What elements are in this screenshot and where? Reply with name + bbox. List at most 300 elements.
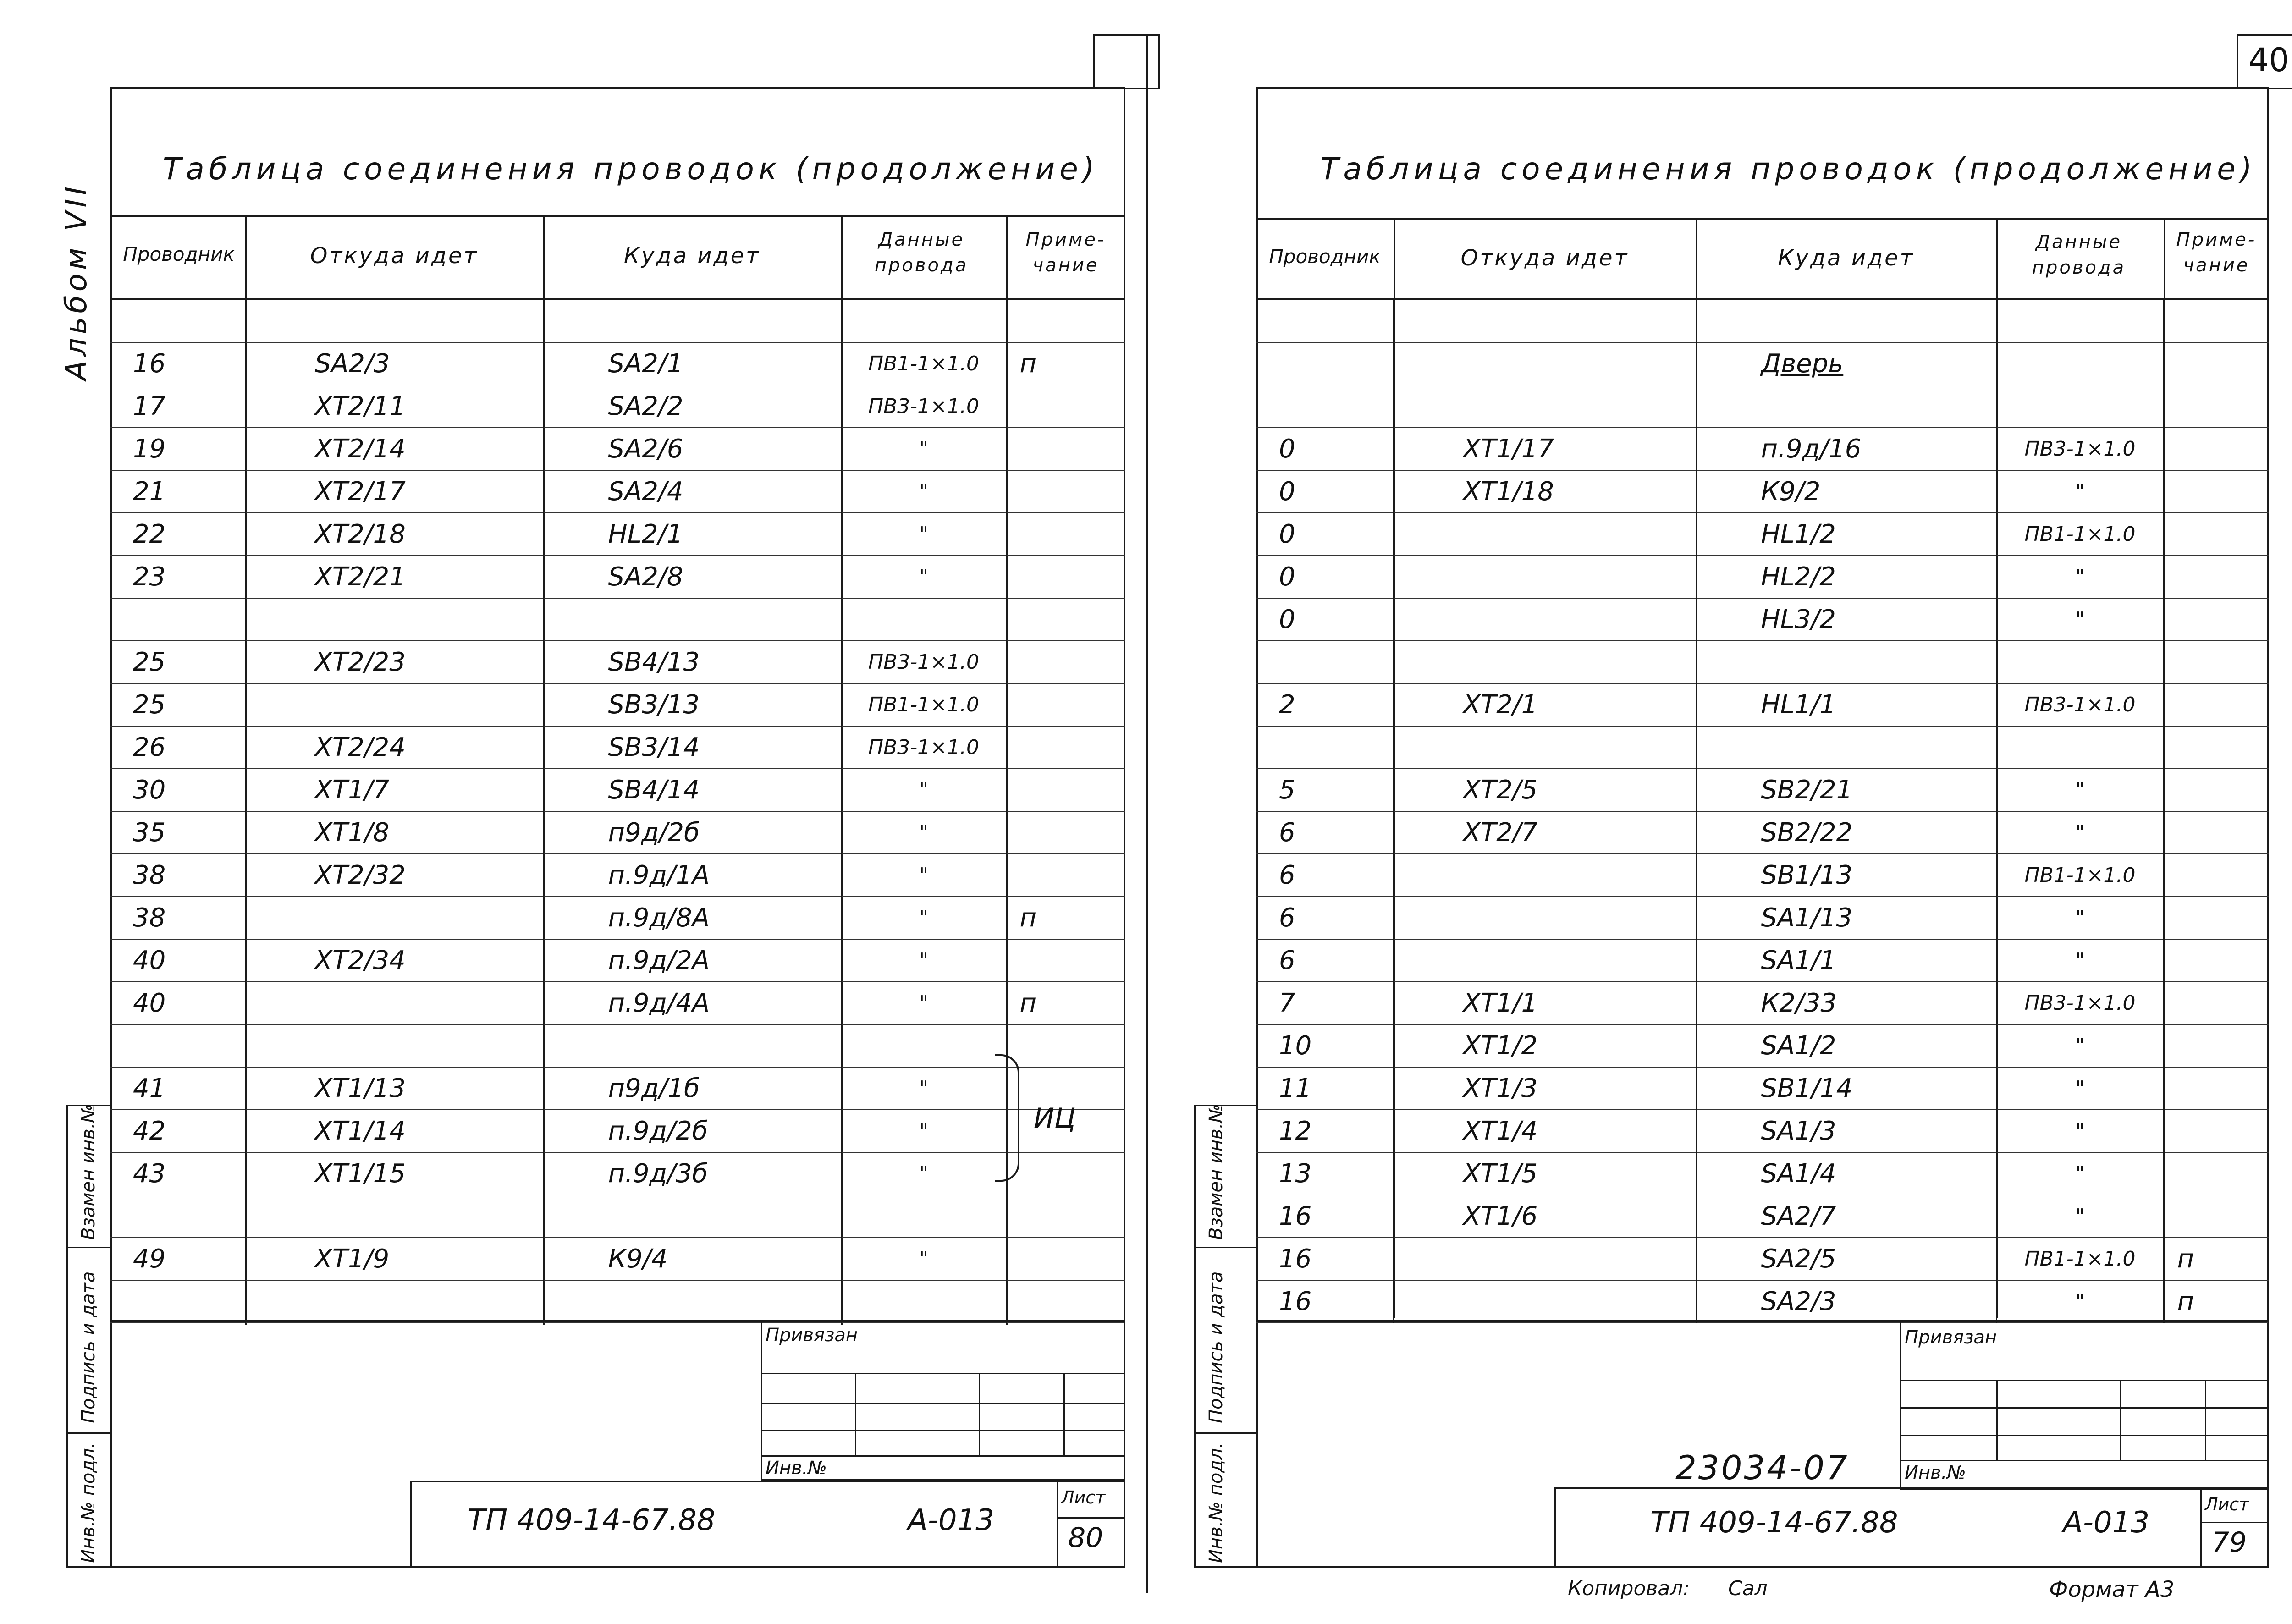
from-cell — [245, 300, 543, 342]
copied-label: Копировал: — [1568, 1577, 1690, 1600]
data-cell: " — [841, 556, 1006, 598]
sheet-number: 40 — [2248, 41, 2290, 79]
table-row — [1256, 470, 2269, 513]
left-bound-v3 — [1063, 1373, 1065, 1455]
note-cell — [2164, 811, 2269, 854]
from-cell: XT2/24 — [245, 726, 543, 769]
data-cell: " — [841, 1067, 1006, 1110]
wire-cell: 30 — [133, 775, 166, 805]
wire-cell: 16 — [1279, 1201, 1312, 1231]
wire-cell — [110, 598, 245, 641]
wire-cell: 5 — [1279, 775, 1295, 805]
wire-cell: 16 — [133, 349, 166, 379]
note-cell — [2164, 897, 2269, 939]
data-cell: " — [1996, 1195, 2164, 1238]
side-label-signature: Подпись и дата — [78, 1271, 99, 1423]
table-row — [110, 939, 1125, 982]
to-cell — [1696, 300, 1996, 342]
format-label: Формат А3 — [2049, 1577, 2175, 1602]
to-cell: SA2/3 — [1696, 1280, 1996, 1323]
table-row — [110, 1067, 1125, 1110]
wire-cell: 17 — [133, 391, 166, 421]
data-cell — [841, 1024, 1006, 1067]
data-cell: ПВ3-1×1.0 — [841, 641, 1006, 683]
wire-cell: 11 — [1279, 1073, 1312, 1103]
to-cell: п.9д/16 — [1696, 428, 1996, 470]
data-cell — [1996, 300, 2164, 342]
from-cell: XT2/21 — [245, 556, 543, 598]
data-cell — [841, 1280, 1006, 1323]
from-cell: XT2/32 — [245, 854, 543, 897]
right-side-label-replace: Взамен инв.№ — [1206, 1104, 1227, 1240]
copied-signature: Сал — [1728, 1577, 1768, 1600]
from-cell: XT1/1 — [1394, 982, 1696, 1024]
data-cell — [841, 598, 1006, 641]
wire-cell: 49 — [133, 1244, 166, 1274]
left-sheet-no: 80 — [1068, 1522, 1103, 1554]
table-row — [1256, 1195, 2269, 1238]
note-cell: п — [2164, 1280, 2269, 1323]
right-doc-code: ТП 409-14-67.88 — [1650, 1506, 1898, 1540]
note-cell — [2164, 385, 2269, 428]
right-sheet-no: 79 — [2212, 1526, 2247, 1558]
table-row — [110, 982, 1125, 1024]
note-cell — [1006, 854, 1125, 897]
to-cell: п.9д/1А — [543, 854, 841, 897]
note-cell: п — [1006, 982, 1125, 1024]
wire-cell: 40 — [133, 946, 166, 975]
from-cell: XT2/23 — [245, 641, 543, 683]
wire-cell: 41 — [133, 1073, 166, 1103]
left-col-wire: Проводник — [123, 243, 235, 265]
table-row — [110, 428, 1125, 470]
table-row — [1256, 811, 2269, 854]
to-cell: SA1/1 — [1696, 939, 1996, 982]
note-cell — [1006, 769, 1125, 811]
wire-cell: 0 — [1279, 434, 1295, 464]
data-cell: " — [1996, 470, 2164, 513]
wire-cell: 43 — [133, 1159, 166, 1189]
left-col-data: Данные провода — [874, 229, 969, 276]
data-cell: ПВ1-1×1.0 — [1996, 513, 2164, 556]
table-row — [110, 342, 1125, 385]
wire-cell: 26 — [133, 732, 166, 762]
data-cell: " — [841, 1152, 1006, 1195]
table-row — [1256, 300, 2269, 342]
to-cell — [543, 1280, 841, 1323]
wire-cell: 21 — [133, 477, 166, 506]
from-cell — [245, 683, 543, 726]
data-cell — [841, 1195, 1006, 1238]
to-cell: п.9д/3б — [543, 1152, 841, 1195]
left-bound-h1 — [761, 1373, 1125, 1374]
from-cell: XT2/34 — [245, 939, 543, 982]
from-cell: XT1/14 — [245, 1110, 543, 1152]
to-cell — [1696, 641, 1996, 683]
note-cell — [2164, 1024, 2269, 1067]
from-cell: XT1/8 — [245, 811, 543, 854]
table-row — [1256, 982, 2269, 1024]
note-cell: п — [1006, 342, 1125, 385]
to-cell: SB3/14 — [543, 726, 841, 769]
right-bound-v2 — [2120, 1380, 2121, 1460]
note-cell — [2164, 641, 2269, 683]
note-cell — [2164, 428, 2269, 470]
data-cell: " — [1996, 1280, 2164, 1323]
left-wiring-table — [110, 300, 1125, 1323]
note-cell — [1006, 1152, 1125, 1195]
table-row — [110, 726, 1125, 769]
data-cell: " — [1996, 598, 2164, 641]
table-row — [110, 1238, 1125, 1280]
note-cell — [2164, 556, 2269, 598]
wire-cell: 19 — [133, 434, 166, 464]
right-serial: 23034-07 — [1675, 1448, 1849, 1487]
from-cell: XT1/9 — [245, 1238, 543, 1280]
from-cell — [1394, 556, 1696, 598]
from-cell: XT2/14 — [245, 428, 543, 470]
left-group-brace — [995, 1054, 1019, 1182]
from-cell — [1394, 726, 1696, 769]
data-cell — [1996, 726, 2164, 769]
data-cell — [1996, 385, 2164, 428]
left-col-from: Откуда идет — [310, 243, 479, 269]
from-cell: XT2/11 — [245, 385, 543, 428]
wire-cell: 2 — [1279, 690, 1295, 720]
wire-cell — [1256, 300, 1394, 342]
wire-cell: 6 — [1279, 818, 1295, 848]
table-row — [1256, 1067, 2269, 1110]
data-cell: " — [1996, 556, 2164, 598]
data-cell: " — [1996, 1110, 2164, 1152]
wire-cell: 13 — [1279, 1159, 1312, 1189]
left-doc-code: ТП 409-14-67.88 — [468, 1503, 716, 1537]
right-col-wire: Проводник — [1269, 245, 1381, 268]
note-cell — [1006, 470, 1125, 513]
data-cell: ПВ1-1×1.0 — [1996, 1238, 2164, 1280]
data-cell: " — [841, 854, 1006, 897]
to-cell — [543, 300, 841, 342]
data-cell: " — [841, 939, 1006, 982]
table-row — [110, 1195, 1125, 1238]
note-cell — [1006, 939, 1125, 982]
left-bound-h3 — [761, 1430, 1125, 1431]
to-cell — [543, 1024, 841, 1067]
note-cell — [1006, 641, 1125, 683]
to-cell: SB1/14 — [1696, 1067, 1996, 1110]
wire-cell — [1256, 385, 1394, 428]
right-col-data: Данные провода — [2032, 231, 2126, 278]
table-row — [1256, 1280, 2269, 1323]
wire-cell — [1256, 342, 1394, 385]
table-row — [1256, 1110, 2269, 1152]
wire-cell — [110, 1195, 245, 1238]
table-row — [1256, 342, 2269, 385]
to-cell — [543, 1195, 841, 1238]
data-cell: " — [841, 1110, 1006, 1152]
data-cell: ПВ3-1×1.0 — [1996, 683, 2164, 726]
wire-cell: 7 — [1279, 988, 1295, 1018]
to-cell: HL1/2 — [1696, 513, 1996, 556]
side-label-original-inv: Инв.№ подл. — [78, 1442, 99, 1563]
data-cell: ПВ3-1×1.0 — [841, 726, 1006, 769]
right-col-to: Куда идет — [1778, 245, 1915, 271]
to-cell: К2/33 — [1696, 982, 1996, 1024]
to-cell: HL2/1 — [543, 513, 841, 556]
table-row — [1256, 598, 2269, 641]
table-row — [110, 513, 1125, 556]
wire-cell — [1256, 726, 1394, 769]
from-cell: XT1/4 — [1394, 1110, 1696, 1152]
left-inv-label: Инв.№ — [766, 1458, 827, 1479]
from-cell — [1394, 513, 1696, 556]
table-row — [110, 897, 1125, 939]
note-cell — [1006, 726, 1125, 769]
to-cell: SA2/6 — [543, 428, 841, 470]
right-header-bottom — [1256, 298, 2269, 300]
wire-cell: 0 — [1279, 477, 1295, 506]
note-cell — [1006, 385, 1125, 428]
wire-cell: 0 — [1279, 519, 1295, 549]
right-bound-h3 — [1900, 1435, 2269, 1436]
wire-cell: 42 — [133, 1116, 166, 1146]
to-cell: SB4/13 — [543, 641, 841, 683]
from-cell — [1394, 1280, 1696, 1323]
from-cell: XT1/2 — [1394, 1024, 1696, 1067]
data-cell: " — [1996, 811, 2164, 854]
right-bound-label: Привязан — [1905, 1327, 1997, 1348]
from-cell: XT2/7 — [1394, 811, 1696, 854]
from-cell — [245, 598, 543, 641]
left-fold-line — [1146, 34, 1148, 1593]
wire-cell: 16 — [1279, 1244, 1312, 1274]
note-cell — [2164, 598, 2269, 641]
to-cell: SA1/2 — [1696, 1024, 1996, 1067]
to-cell: К9/4 — [543, 1238, 841, 1280]
right-bound-h2 — [1900, 1407, 2269, 1409]
left-sheet-code: А-013 — [908, 1503, 995, 1537]
right-bound-v3 — [2205, 1380, 2206, 1460]
right-col-from: Откуда идет — [1460, 245, 1629, 271]
table-row — [1256, 641, 2269, 683]
to-cell — [1696, 385, 1996, 428]
from-cell: XT1/13 — [245, 1067, 543, 1110]
from-cell — [245, 1280, 543, 1323]
to-cell: п9д/2б — [543, 811, 841, 854]
from-cell — [1394, 1238, 1696, 1280]
note-cell — [2164, 726, 2269, 769]
table-row — [110, 470, 1125, 513]
left-title-sheet-sep — [1057, 1481, 1058, 1568]
table-row — [110, 683, 1125, 726]
to-cell: п.9д/4А — [543, 982, 841, 1024]
right-wiring-table — [1256, 300, 2269, 1323]
wire-cell — [1256, 641, 1394, 683]
to-cell: п.9д/8А — [543, 897, 841, 939]
data-cell: " — [1996, 1152, 2164, 1195]
data-cell — [1996, 342, 2164, 385]
data-cell: ПВ3-1×1.0 — [1996, 428, 2164, 470]
to-cell: К9/2 — [1696, 470, 1996, 513]
from-cell: XT1/17 — [1394, 428, 1696, 470]
right-inv-label: Инв.№ — [1905, 1462, 1966, 1483]
left-top-box — [1093, 34, 1160, 89]
right-bound-v1 — [1996, 1380, 1998, 1460]
to-cell: SA2/1 — [543, 342, 841, 385]
wire-cell: 6 — [1279, 946, 1295, 975]
from-cell: XT1/6 — [1394, 1195, 1696, 1238]
table-row — [1256, 897, 2269, 939]
table-row — [1256, 769, 2269, 811]
wire-cell: 0 — [1279, 562, 1295, 592]
to-cell: SA2/5 — [1696, 1238, 1996, 1280]
right-side-div-1 — [1194, 1247, 1258, 1248]
note-cell — [1006, 556, 1125, 598]
data-cell: " — [1996, 1067, 2164, 1110]
table-row — [1256, 513, 2269, 556]
note-cell — [1006, 300, 1125, 342]
table-row — [1256, 385, 2269, 428]
to-cell: SA2/2 — [543, 385, 841, 428]
note-cell — [1006, 811, 1125, 854]
wire-cell: 22 — [133, 519, 166, 549]
right-col-note: Приме-чание — [2176, 229, 2257, 276]
data-cell: " — [841, 513, 1006, 556]
from-cell — [1394, 300, 1696, 342]
data-cell: " — [841, 428, 1006, 470]
left-bound-h2 — [761, 1403, 1125, 1404]
wire-cell: 25 — [133, 690, 166, 720]
left-bound-label: Привязан — [766, 1325, 858, 1346]
note-cell: п — [2164, 1238, 2269, 1280]
note-cell — [1006, 1280, 1125, 1323]
wire-cell — [110, 300, 245, 342]
to-cell: SA2/8 — [543, 556, 841, 598]
data-cell: " — [841, 1238, 1006, 1280]
right-side-label-original-inv: Инв.№ подл. — [1206, 1442, 1227, 1563]
table-row — [1256, 854, 2269, 897]
note-cell — [2164, 1195, 2269, 1238]
table-row — [110, 1110, 1125, 1152]
note-cell — [2164, 1067, 2269, 1110]
data-cell — [1996, 641, 2164, 683]
from-cell — [245, 1024, 543, 1067]
from-cell: XT2/5 — [1394, 769, 1696, 811]
right-bound-h1 — [1900, 1380, 2269, 1381]
from-cell — [1394, 897, 1696, 939]
note-cell — [1006, 1238, 1125, 1280]
from-cell: XT1/3 — [1394, 1067, 1696, 1110]
left-header-top — [110, 215, 1125, 217]
right-title-sheet-sep — [2200, 1487, 2202, 1568]
wire-cell: 40 — [133, 988, 166, 1018]
data-cell: " — [1996, 897, 2164, 939]
left-sheet-label: Лист — [1061, 1487, 1106, 1508]
table-row — [110, 1280, 1125, 1323]
left-bound-h4 — [761, 1455, 1125, 1457]
table-row — [1256, 1024, 2269, 1067]
note-cell — [2164, 854, 2269, 897]
wire-cell — [110, 1280, 245, 1323]
left-col-to: Куда идет — [623, 243, 761, 269]
note-cell — [2164, 342, 2269, 385]
to-cell: п.9д/2б — [543, 1110, 841, 1152]
wire-cell: 23 — [133, 562, 166, 592]
note-cell — [2164, 982, 2269, 1024]
table-row — [110, 1024, 1125, 1067]
from-cell — [1394, 641, 1696, 683]
data-cell: " — [841, 811, 1006, 854]
to-cell — [1696, 726, 1996, 769]
to-cell: SA1/3 — [1696, 1110, 1996, 1152]
data-cell: " — [841, 769, 1006, 811]
to-cell: SB3/13 — [543, 683, 841, 726]
table-row — [1256, 683, 2269, 726]
data-cell: " — [841, 470, 1006, 513]
from-cell: XT1/15 — [245, 1152, 543, 1195]
to-cell: п9д/1б — [543, 1067, 841, 1110]
table-row — [110, 854, 1125, 897]
left-col-note: Приме-чание — [1025, 229, 1106, 276]
to-cell: SA2/7 — [1696, 1195, 1996, 1238]
table-row — [1256, 1238, 2269, 1280]
data-cell: " — [1996, 769, 2164, 811]
table-row — [110, 598, 1125, 641]
wire-cell: 0 — [1279, 605, 1295, 634]
data-cell: ПВ1-1×1.0 — [841, 342, 1006, 385]
table-row — [110, 300, 1125, 342]
note-cell — [1006, 598, 1125, 641]
right-title-sheet-h — [2200, 1522, 2269, 1523]
left-bound-v2 — [979, 1373, 980, 1455]
table-row — [110, 641, 1125, 683]
wire-cell: 35 — [133, 818, 166, 848]
from-cell: XT1/5 — [1394, 1152, 1696, 1195]
table-row — [1256, 428, 2269, 470]
left-header-bottom — [110, 298, 1125, 300]
note-cell — [2164, 470, 2269, 513]
from-cell — [1394, 854, 1696, 897]
note-cell — [1006, 683, 1125, 726]
wire-cell: 38 — [133, 860, 166, 890]
from-cell — [1394, 598, 1696, 641]
left-table-title: Таблица соединения проводок (продолжение) — [163, 151, 1099, 187]
right-sheet-code: А-013 — [2063, 1506, 2150, 1540]
to-cell: SB4/14 — [543, 769, 841, 811]
note-cell — [1006, 1195, 1125, 1238]
right-header-top — [1256, 218, 2269, 220]
note-cell — [2164, 683, 2269, 726]
note-cell — [2164, 939, 2269, 982]
from-cell — [245, 1195, 543, 1238]
table-row — [110, 385, 1125, 428]
table-row — [110, 811, 1125, 854]
note-cell — [2164, 1110, 2269, 1152]
note-cell — [2164, 300, 2269, 342]
note-cell — [2164, 769, 2269, 811]
to-cell — [543, 598, 841, 641]
table-row — [1256, 556, 2269, 598]
from-cell: SA2/3 — [245, 342, 543, 385]
data-cell: " — [1996, 939, 2164, 982]
data-cell: " — [841, 982, 1006, 1024]
note-cell — [2164, 1152, 2269, 1195]
to-cell: SB2/21 — [1696, 769, 1996, 811]
from-cell: XT1/18 — [1394, 470, 1696, 513]
note-cell: п — [1006, 897, 1125, 939]
left-side-div-2 — [66, 1432, 112, 1434]
data-cell — [841, 300, 1006, 342]
